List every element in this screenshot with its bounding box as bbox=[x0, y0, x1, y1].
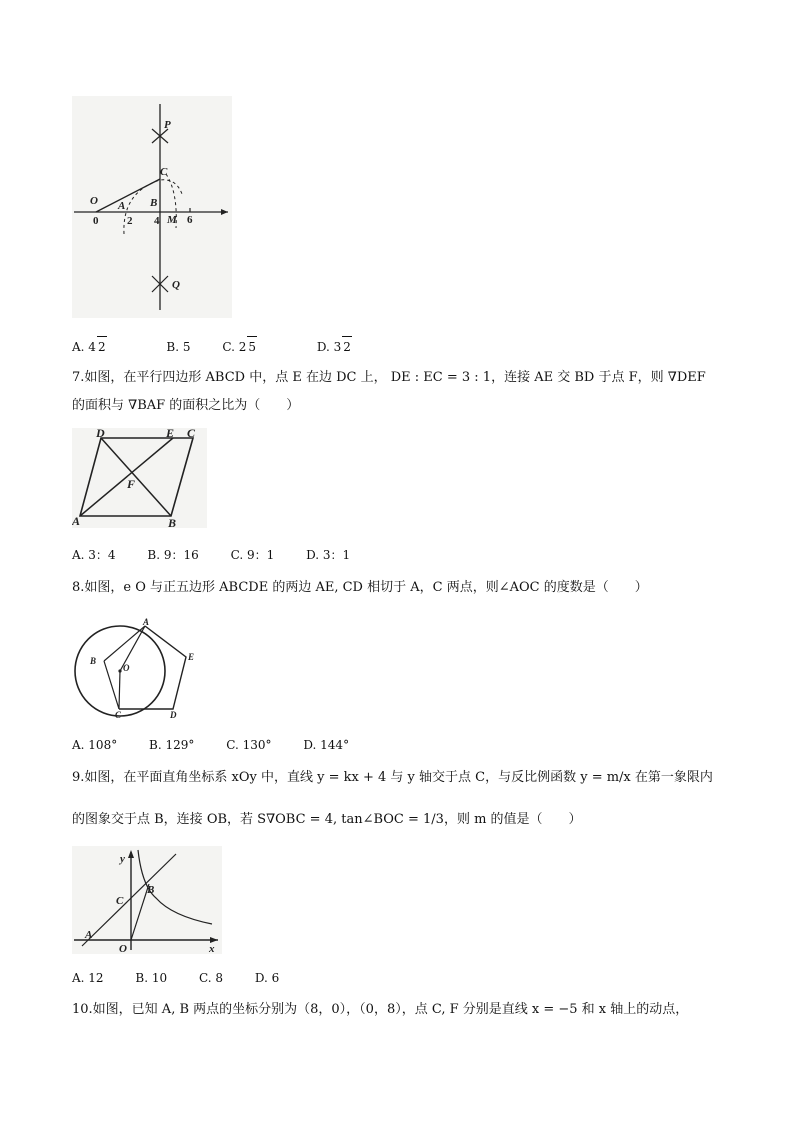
q8-label-C: C bbox=[115, 710, 122, 720]
q8-label-B: B bbox=[90, 656, 97, 666]
q6-tick-0: 0 bbox=[93, 215, 99, 227]
q9-label-x: x bbox=[209, 943, 215, 954]
q7-figure bbox=[72, 428, 207, 528]
q6-label-Q: Q bbox=[172, 279, 180, 291]
q8-label-D: D bbox=[170, 710, 177, 720]
q6-option-a[interactable]: A. 4 2 bbox=[72, 336, 135, 357]
q7-question-line-1: 7.如图，在平行四边形 ABCD 中，点 E 在边 DC 上， DE : EC = 3 : 1，连接 AE 交 BD 于点 F，则 ∇DEF bbox=[72, 370, 706, 385]
q6-label-B: B bbox=[150, 197, 158, 209]
q9-label-C: C bbox=[116, 895, 124, 907]
q8-label-O: O bbox=[123, 663, 130, 673]
q9-label-O: O bbox=[119, 943, 127, 954]
q8-option-b[interactable]: B. 129° bbox=[149, 738, 195, 752]
q7-option-c[interactable]: C. 9：1 bbox=[230, 548, 275, 562]
q9-option-a[interactable]: A. 12 bbox=[72, 971, 104, 985]
q9-question-line-2: 的图象交于点 B，连接 OB，若 S∇OBC = 4, tan∠BOC = 1/3，则 m 的值是（ ） bbox=[72, 812, 582, 827]
q6-label-M: M bbox=[167, 214, 177, 226]
q8-label-E: E bbox=[188, 652, 195, 662]
q9-label-A: A bbox=[85, 929, 93, 941]
q8-question-line-1: 8.如图，e O 与正五边形 ABCDE 的两边 AE, CD 相切于 A，C 两点，则∠AOC 的度数是（ ） bbox=[72, 580, 648, 595]
q6-label-A: A bbox=[118, 200, 126, 212]
q9-options bbox=[72, 968, 307, 988]
q7-label-C: C bbox=[187, 428, 196, 440]
q10-question-line-1: 10.如图，已知 A, B 两点的坐标分别为（8，0），（0，8），点 C, F 分别是直线 x = −5 和 x 轴上的动点， bbox=[72, 1002, 689, 1017]
q6-figure bbox=[72, 96, 232, 318]
q9-question-line-1: 9.如图，在平面直角坐标系 xOy 中，直线 y = kx + 4 与 y 轴交于点 C，与反比例函数 y = m/x 在第一象限内 bbox=[72, 770, 713, 785]
q9-option-b[interactable]: B. 10 bbox=[135, 971, 168, 985]
q8-figure bbox=[72, 614, 208, 720]
q7-label-F: F bbox=[127, 477, 136, 491]
q6-tick-4: 4 bbox=[154, 215, 160, 227]
q9-figure bbox=[72, 846, 222, 954]
q8-options bbox=[72, 735, 377, 755]
q7-option-d[interactable]: D. 3：1 bbox=[306, 548, 351, 562]
q6-label-P: P bbox=[164, 119, 171, 131]
q7-option-a[interactable]: A. 3：4 bbox=[72, 548, 116, 562]
q6-label-O: O bbox=[90, 195, 98, 207]
q7-label-B: B bbox=[168, 516, 177, 528]
q6-option-c[interactable]: C. 2 5 bbox=[222, 336, 285, 357]
q6-option-d[interactable]: D. 3 2 bbox=[317, 336, 380, 357]
q7-options bbox=[72, 545, 378, 565]
q7-label-E: E bbox=[166, 428, 175, 440]
q8-option-a[interactable]: A. 108° bbox=[72, 738, 118, 752]
q9-option-c[interactable]: C. 8 bbox=[198, 971, 223, 985]
q6-label-C: C bbox=[160, 166, 168, 178]
q9-option-d[interactable]: D. 6 bbox=[254, 971, 280, 985]
q6-tick-2: 2 bbox=[127, 215, 133, 227]
q8-option-c[interactable]: C. 130° bbox=[226, 738, 272, 752]
q9-label-y: y bbox=[120, 853, 125, 865]
q8-option-d[interactable]: D. 144° bbox=[303, 738, 350, 752]
q7-label-D: D bbox=[96, 428, 105, 440]
q6-tick-6: 6 bbox=[187, 214, 193, 226]
q9-label-B: B bbox=[147, 884, 155, 896]
q7-label-A: A bbox=[72, 514, 81, 528]
q7-option-b[interactable]: B. 9：16 bbox=[147, 548, 199, 562]
q7-question-line-2: 的面积与 ∇BAF 的面积之比为（ ） bbox=[72, 398, 300, 413]
q6-option-b[interactable]: B. 5 bbox=[166, 340, 191, 354]
q6-options bbox=[72, 336, 408, 357]
q8-label-A: A bbox=[143, 617, 150, 627]
